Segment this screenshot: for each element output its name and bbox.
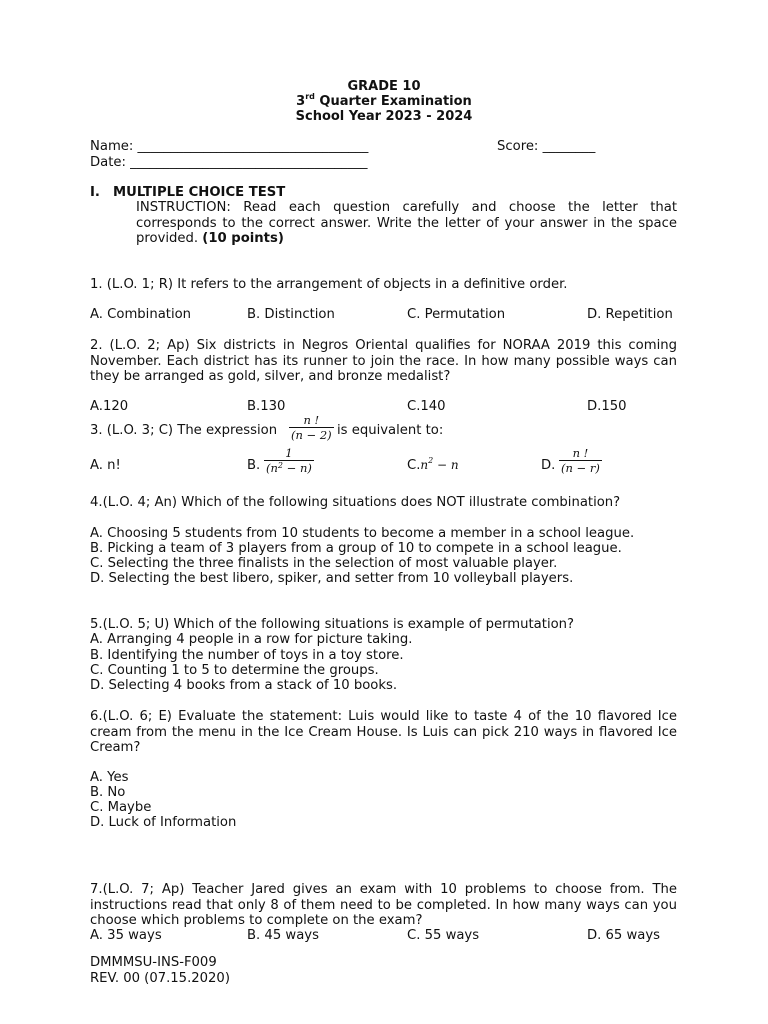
instruction-text: INSTRUCTION: Read each question carefully and choose the letter that corresponds to the correct answer. Write the letter of your answer in the space provided. (10 points) [136, 200, 677, 246]
date-field: Date: ____________________________________ [90, 155, 368, 170]
question-3-stem-end: is equivalent to: [337, 423, 444, 438]
exam-grade: GRADE 10 [347, 79, 421, 94]
question-3-stem: 3. (L.O. 3; C) The expression [90, 423, 278, 438]
q3-option-d: $\frac{n !}{(n - r)}$ [561, 446, 600, 475]
q6-option-a: A. Yes [90, 770, 129, 785]
q3-option-a: A. n! [90, 458, 121, 473]
question-6: 6.(L.O. 6; E) Evaluate the statement: Luis would like to taste 4 of the 10 flavored Ice cream from the menu in the Ice Cream House. Is Luis can pick 210 ways in flavored Ice Cream? [90, 709, 677, 755]
q4-option-b: B. Picking a team of 3 players from a group of 10 to compete in a school league. [90, 541, 622, 556]
question-7: 7.(L.O. 7; Ap) Teacher Jared gives an exam with 10 problems to choose from. The instructions read that only 8 of them need to be completed. In how many ways can you choose which problems to complete on the exam? [90, 882, 677, 928]
q7-option-a: A. 35 ways [90, 928, 162, 943]
q3-option-b: $\frac{1}{(n^2 - n)}$ [266, 446, 312, 475]
q6-option-b: B. No [90, 785, 126, 800]
q3-option-b-label: B. [247, 458, 261, 473]
score-field: Score: ________ [497, 139, 596, 154]
question-4: 4.(L.O. 4; An) Which of the following situations does NOT illustrate combination? [90, 495, 621, 510]
q1-option-b: B. Distinction [247, 307, 335, 322]
q5-option-b: B. Identifying the number of toys in a toy store. [90, 648, 404, 663]
section-numeral: I. [90, 185, 100, 200]
q2-option-b: B.130 [247, 399, 286, 414]
q5-option-c: C. Counting 1 to 5 to determine the groups. [90, 663, 379, 678]
q4-option-c: C. Selecting the three finalists in the selection of most valuable player. [90, 556, 558, 571]
exam-quarter: 3rd Quarter Examination [296, 92, 472, 109]
q3-option-d-label: D. [541, 458, 556, 473]
q1-option-c: C. Permutation [407, 307, 506, 322]
q5-option-a: A. Arranging 4 people in a row for picture taking. [90, 632, 413, 647]
q4-option-a: A. Choosing 5 students from 10 students to become a member in a school league. [90, 526, 635, 541]
q2-option-d: D.150 [587, 399, 627, 414]
q1-option-a: A. Combination [90, 307, 192, 322]
exam-school-year: School Year 2023 - 2024 [295, 109, 473, 124]
q7-option-c: C. 55 ways [407, 928, 480, 943]
form-revision: REV. 00 (07.15.2020) [90, 971, 230, 986]
q6-option-c: C. Maybe [90, 800, 152, 815]
q5-option-d: D. Selecting 4 books from a stack of 10 books. [90, 678, 398, 693]
q2-option-a: A.120 [90, 399, 129, 414]
name-field: Name: ___________________________________ [90, 139, 369, 154]
q7-option-b: B. 45 ways [247, 928, 319, 943]
q7-option-d: D. 65 ways [587, 928, 661, 943]
question-2: 2. (L.O. 2; Ap) Six districts in Negros Oriental qualifies for NORAA 2019 this coming November. Each district has its runner to join the race. In how many possible ways can they be arranged as gold, silver, and bronze medalist? [90, 338, 677, 384]
q2-option-c: C.140 [407, 399, 446, 414]
q3-expression: $\frac{n !}{(n - 2)}$ [291, 413, 332, 442]
q6-option-d: D. Luck of Information [90, 815, 237, 830]
q1-option-d: D. Repetition [587, 307, 673, 322]
section-title: MULTIPLE CHOICE TEST [113, 185, 286, 200]
question-5: 5.(L.O. 5; U) Which of the following situations is example of permutation? [90, 617, 575, 632]
q4-option-d: D. Selecting the best libero, spiker, and setter from 10 volleyball players. [90, 571, 574, 586]
question-1: 1. (L.O. 1; R) It refers to the arrangement of objects in a definitive order. [90, 277, 568, 292]
form-code: DMMMSU-INS-F009 [90, 955, 217, 970]
q3-option-c: $C.n^2 - n$ [407, 456, 459, 473]
